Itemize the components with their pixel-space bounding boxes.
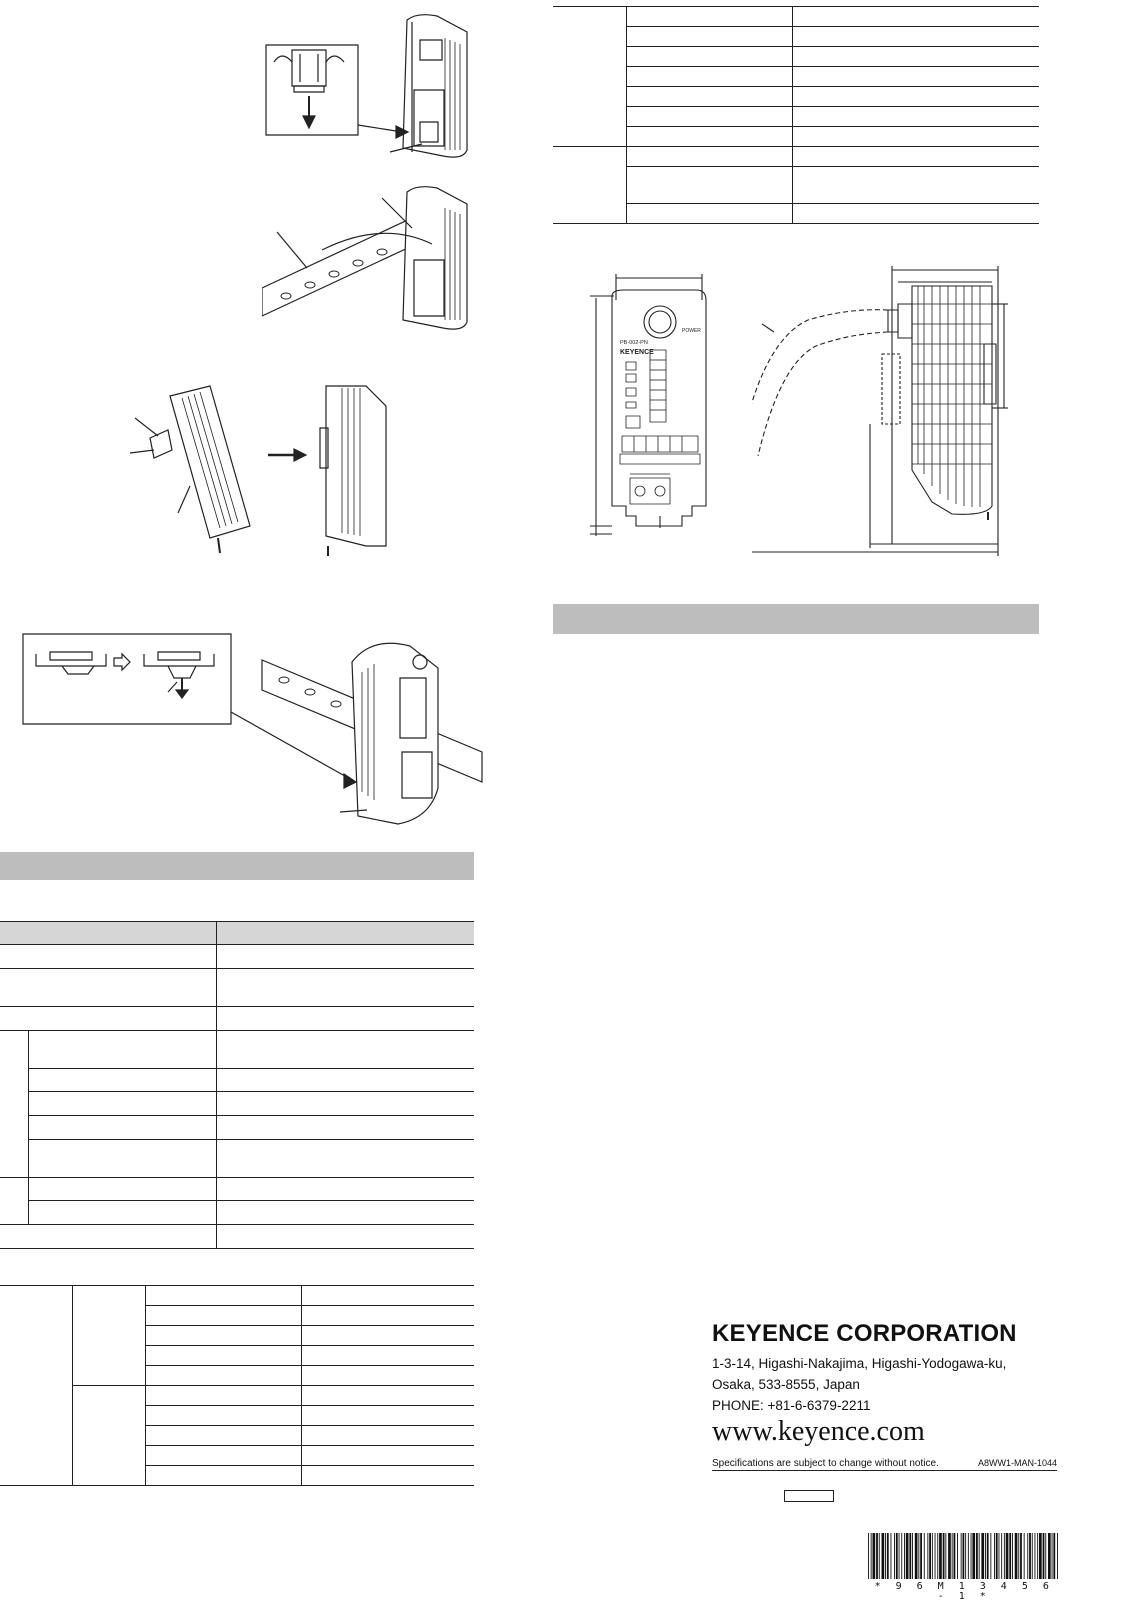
tilt-install-illustration [130, 378, 400, 560]
company-address-line1: 1-3-14, Higashi-Nakajima, Higashi-Yodogawa-ku, [712, 1356, 1007, 1371]
barcode-bar [952, 1533, 953, 1579]
company-name: KEYENCE CORPORATION [712, 1320, 1017, 1347]
device-brand-label: KEYENCE [620, 349, 654, 356]
barcode [868, 1533, 1060, 1579]
barcode-bar [1052, 1533, 1053, 1579]
table-row [553, 204, 1039, 224]
barcode-bar [915, 1533, 918, 1579]
section-header-band [553, 604, 1039, 634]
table-row [553, 47, 1039, 67]
barcode-bar [896, 1533, 898, 1579]
barcode-bar [1020, 1533, 1022, 1579]
document-code: A8WW1-MAN-1044 [977, 1458, 1057, 1468]
barcode-bar [972, 1533, 975, 1579]
side-view-dimension-drawing [752, 264, 1022, 569]
spec-table-continued [553, 6, 1039, 224]
barcode-bar [1012, 1533, 1013, 1579]
section-header-band [0, 852, 474, 880]
barcode-bar [906, 1533, 909, 1579]
barcode-number: * 9 6 M 1 3 4 5 6 - 1 * [874, 1581, 1054, 1602]
footer-rule [712, 1470, 1057, 1471]
barcode-bar [909, 1533, 911, 1579]
table-row [553, 107, 1039, 127]
device-model-label: PB-002-PN [620, 340, 648, 346]
table-row [0, 969, 474, 1007]
barcode-bar [901, 1533, 902, 1579]
barcode-bar [924, 1533, 925, 1579]
barcode-bar [965, 1533, 966, 1579]
table-row [553, 7, 1039, 27]
barcode-bar [957, 1533, 958, 1579]
table-row [553, 127, 1039, 147]
table-row [553, 147, 1039, 167]
barcode-bar [873, 1533, 876, 1579]
table-row [553, 167, 1039, 204]
stamp-box [784, 1490, 834, 1502]
table-row [553, 87, 1039, 107]
barcode-bar [1024, 1533, 1025, 1579]
barcode-bar [954, 1533, 956, 1579]
barcode-bar [927, 1533, 928, 1579]
barcode-bar [979, 1533, 980, 1579]
io-spec-table [0, 1285, 474, 1486]
barcode-bar [899, 1533, 900, 1579]
barcode-bar [932, 1533, 933, 1579]
table-row [0, 1031, 474, 1069]
table-row [553, 27, 1039, 47]
barcode-bar [882, 1533, 885, 1579]
device-power-label: POWER [682, 328, 701, 334]
barcode-bar [971, 1533, 972, 1579]
barcode-bar [887, 1533, 889, 1579]
barcode-bar [1057, 1533, 1058, 1579]
barcode-bar [1029, 1533, 1031, 1579]
table-row [0, 1069, 474, 1092]
company-website: www.keyence.com [712, 1416, 925, 1447]
barcode-bar [894, 1533, 895, 1579]
barcode-bar [1035, 1533, 1036, 1579]
table-row [0, 1201, 474, 1225]
spec-table [0, 921, 474, 1249]
table-row [0, 1092, 474, 1116]
barcode-bar [1039, 1533, 1042, 1579]
barcode-bar [968, 1533, 969, 1579]
barcode-bar [1009, 1533, 1011, 1579]
barcode-bar [920, 1533, 922, 1579]
table-row [0, 1007, 474, 1031]
barcode-bar [961, 1533, 962, 1579]
barcode-bar [1027, 1533, 1028, 1579]
barcode-bar [935, 1533, 936, 1579]
table-row [0, 1386, 474, 1406]
table-row [0, 1178, 474, 1201]
barcode-bar [1032, 1533, 1033, 1579]
table-row [0, 922, 474, 945]
barcode-bar [918, 1533, 919, 1579]
table-row [0, 1286, 474, 1306]
barcode-bar [929, 1533, 931, 1579]
barcode-bar [1045, 1533, 1046, 1579]
front-view-dimension-drawing [590, 270, 720, 545]
barcode-bar [937, 1533, 938, 1579]
barcode-bar [987, 1533, 989, 1579]
barcode-bar [876, 1533, 878, 1579]
barcode-bar [996, 1533, 998, 1579]
barcode-bar [939, 1533, 942, 1579]
barcode-bar [963, 1533, 965, 1579]
company-phone: PHONE: +81-6-6379-2211 [712, 1398, 871, 1413]
table-row [0, 945, 474, 969]
barcode-bar [990, 1533, 991, 1579]
barcode-bar [1006, 1533, 1009, 1579]
barcode-bar [1001, 1533, 1002, 1579]
barcode-bar [1037, 1533, 1038, 1579]
barcode-bar [912, 1533, 913, 1579]
barcode-bar [871, 1533, 872, 1579]
table-row [0, 1116, 474, 1140]
din-rail-mount-illustration [262, 180, 492, 345]
table-row [0, 1225, 474, 1249]
barcode-bar [868, 1533, 869, 1579]
company-address-line2: Osaka, 533-8555, Japan [712, 1377, 860, 1392]
latch-release-illustration [262, 10, 492, 170]
table-row [553, 67, 1039, 87]
barcode-bar [994, 1533, 995, 1579]
barcode-bar [981, 1533, 984, 1579]
barcode-bar [1004, 1533, 1005, 1579]
spec-change-notice: Specifications are subject to change without notice. [712, 1458, 939, 1469]
barcode-bar [885, 1533, 886, 1579]
barcode-bar [976, 1533, 978, 1579]
barcode-bar [948, 1533, 951, 1579]
barcode-bar [943, 1533, 945, 1579]
barcode-bar [945, 1533, 946, 1579]
barcode-bar [904, 1533, 905, 1579]
barcode-bar [891, 1533, 892, 1579]
barcode-bar [1018, 1533, 1019, 1579]
barcode-bar [985, 1533, 986, 1579]
barcode-bar [1048, 1533, 1051, 1579]
barcode-bar [1053, 1533, 1055, 1579]
barcode-bar [1015, 1533, 1018, 1579]
din-rail-removal-illustration [22, 632, 492, 837]
table-row [0, 1140, 474, 1178]
barcode-bar [879, 1533, 880, 1579]
barcode-bar [1043, 1533, 1045, 1579]
barcode-bar [999, 1533, 1000, 1579]
